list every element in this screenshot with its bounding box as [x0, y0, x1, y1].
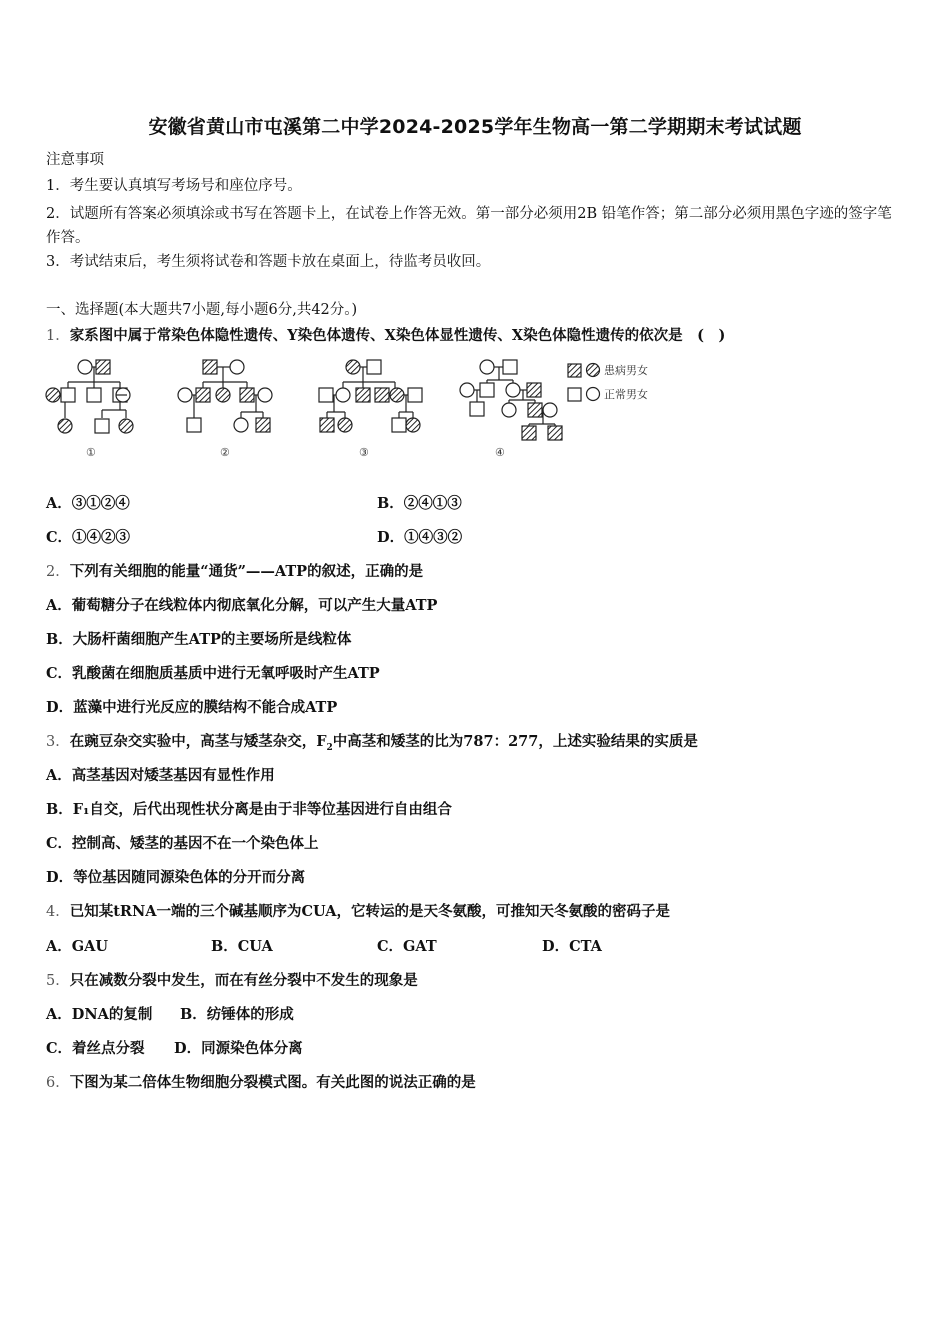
q5-option-c[interactable]: C．着丝点分裂	[46, 1040, 145, 1057]
legend-normal: 正常男女	[604, 388, 648, 401]
q4-option-c[interactable]: C．GAT	[377, 938, 437, 955]
question-1	[46, 326, 725, 346]
pedigree-3	[319, 360, 422, 432]
q5-option-b[interactable]: B．纺锤体的形成	[180, 1006, 294, 1023]
pedigree-4	[460, 360, 562, 440]
q3-option-c[interactable]: C．控制高、矮茎的基因不在一个染色体上	[46, 835, 319, 852]
pedigree-label-3: ③	[359, 446, 369, 459]
question-2	[46, 562, 423, 582]
pedigree-label-4: ④	[495, 446, 505, 459]
pedigree-1	[46, 360, 133, 433]
q4-option-a[interactable]: A．GAU	[46, 938, 109, 955]
q2-option-b[interactable]: B．大肠杆菌细胞产生ATP的主要场所是线粒体	[46, 631, 352, 648]
question-text: 已知某tRNA一端的三个碱基顺序为CUA，它转运的是天冬氨酸，可推知天冬氨酸的密码子是	[69, 903, 670, 920]
pedigree-figure	[40, 352, 680, 464]
notice-item-3: 3．考试结束后，考生须将试卷和答题卡放在桌面上，待监考员收回。	[46, 254, 491, 270]
question-number: 5．	[46, 973, 70, 989]
pedigree-label-1: ①	[86, 446, 96, 459]
pedigree-legend	[568, 364, 600, 402]
notice-heading: 注意事项	[46, 152, 104, 168]
q2-option-a[interactable]: A．葡萄糖分子在线粒体内彻底氧化分解，可以产生大量ATP	[46, 597, 438, 614]
q3-option-a[interactable]: A．高茎基因对矮茎基因有显性作用	[46, 767, 275, 784]
question-number: 1．	[46, 328, 70, 344]
question-number: 3．	[46, 734, 70, 750]
q2-option-d[interactable]: D．蓝藻中进行光反应的膜结构不能合成ATP	[46, 699, 338, 716]
section-heading: 一、选择题(本大题共7小题,每小题6分,共42分。)	[46, 302, 358, 318]
notice-item-1: 1．考生要认真填写考场号和座位序号。	[46, 178, 302, 194]
question-text: 下列有关细胞的能量“通货”——ATP的叙述，正确的是	[69, 563, 424, 580]
q4-option-b[interactable]: B．CUA	[211, 938, 273, 955]
q1-option-c[interactable]: C．①④②③	[46, 529, 131, 546]
question-text: 下图为某二倍体生物细胞分裂模式图。有关此图的说法正确的是	[69, 1074, 476, 1091]
question-number: 2．	[46, 564, 70, 580]
notice-item-2: 2．试题所有答案必须填涂或书写在答题卡上，在试卷上作答无效。第一部分必须用2B 铅笔作答；第二部分必须用黑色字迹的签字笔作答。	[46, 206, 892, 246]
q5-option-d[interactable]: D．同源染色体分离	[174, 1040, 303, 1057]
question-number: 4．	[46, 904, 70, 920]
question-number: 6．	[46, 1075, 70, 1091]
question-text: 只在减数分裂中发生，而在有丝分裂中不发生的现象是	[69, 972, 418, 989]
q5-option-a[interactable]: A．DNA的复制	[46, 1006, 153, 1023]
q1-option-d[interactable]: D．①④③②	[377, 529, 463, 546]
subscript: 2	[326, 742, 333, 753]
question-5	[46, 971, 418, 991]
question-text-pre: 在豌豆杂交实验中，高茎与矮茎杂交，F	[69, 733, 327, 750]
pedigree-2	[178, 360, 272, 432]
question-text-post: 中高茎和矮茎的比为787：277，上述实验结果的实质是	[332, 733, 698, 750]
q2-option-c[interactable]: C．乳酸菌在细胞质基质中进行无氧呼吸时产生ATP	[46, 665, 380, 682]
page-title: 安徽省黄山市屯溪第二中学2024-2025学年生物高一第二学期期末考试试题	[148, 116, 802, 138]
q1-option-b[interactable]: B．②④①③	[377, 495, 462, 512]
q4-option-d[interactable]: D．CTA	[542, 938, 602, 955]
question-3	[46, 732, 698, 758]
q1-option-a[interactable]: A．③①②④	[46, 495, 130, 512]
question-6	[46, 1073, 476, 1093]
question-4	[46, 902, 670, 922]
question-text: 家系图中属于常染色体隐性遗传、Y染色体遗传、X染色体显性遗传、X染色体隐性遗传的依次是 ( )	[69, 327, 726, 344]
legend-affected: 患病男女	[604, 364, 648, 377]
pedigree-label-2: ②	[220, 446, 230, 459]
q3-option-d[interactable]: D．等位基因随同源染色体的分开而分离	[46, 869, 306, 886]
q3-option-b[interactable]: B．F₁自交，后代出现性状分离是由于非等位基因进行自由组合	[46, 801, 452, 818]
